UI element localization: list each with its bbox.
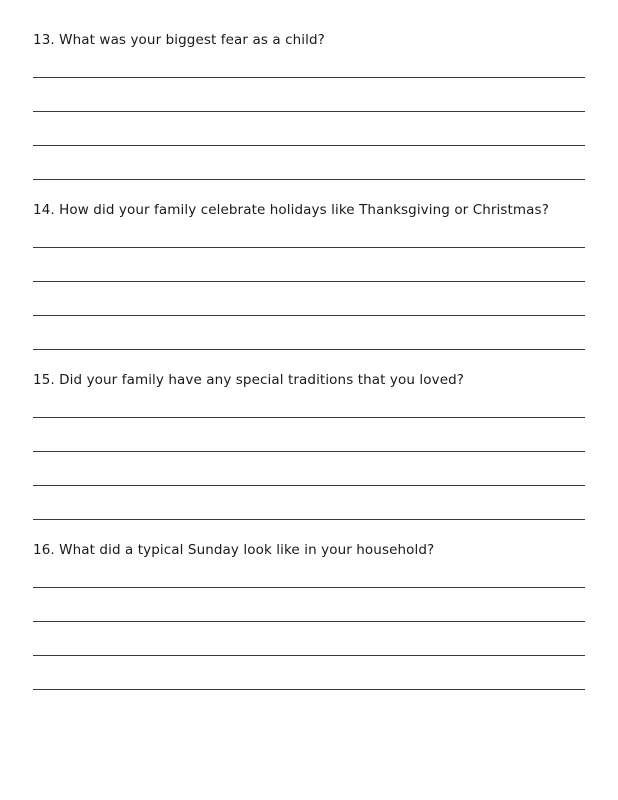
answer-line[interactable] [33, 111, 585, 112]
answer-line[interactable] [33, 485, 585, 486]
question-15-prompt: 15. Did your family have any special traditions that you loved? [33, 372, 465, 388]
answer-line[interactable] [33, 417, 585, 418]
answer-line[interactable] [33, 281, 585, 282]
answer-line[interactable] [33, 145, 585, 146]
answer-line[interactable] [33, 179, 585, 180]
question-16 [33, 541, 585, 701]
answer-line[interactable] [33, 77, 585, 78]
answer-line[interactable] [33, 247, 585, 248]
question-13-prompt: 13. What was your biggest fear as a child? [33, 32, 325, 48]
answer-line[interactable] [33, 587, 585, 588]
answer-line[interactable] [33, 621, 585, 622]
question-13 [33, 31, 585, 191]
question-16-prompt: 16. What did a typical Sunday look like in your household? [33, 542, 435, 558]
answer-line[interactable] [33, 689, 585, 690]
answer-line[interactable] [33, 519, 585, 520]
answer-line[interactable] [33, 315, 585, 316]
question-14-prompt: 14. How did your family celebrate holidays like Thanksgiving or Christmas? [33, 202, 549, 218]
answer-line[interactable] [33, 451, 585, 452]
answer-line[interactable] [33, 349, 585, 350]
question-15 [33, 371, 585, 531]
question-14 [33, 201, 585, 361]
answer-line[interactable] [33, 655, 585, 656]
